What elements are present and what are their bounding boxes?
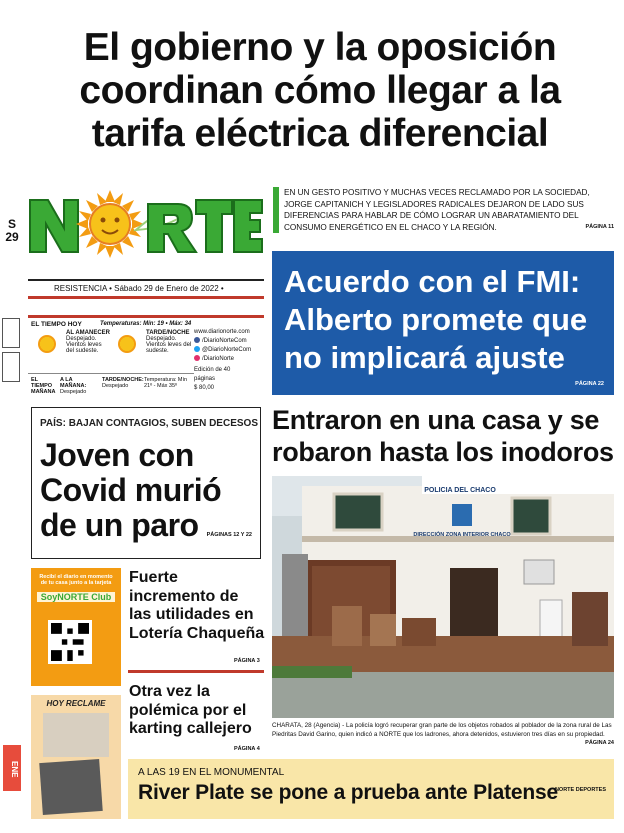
main-headline[interactable]: El gobierno y la oposición coordinan cómo llegar a la tarifa eléctrica diferencial [79, 26, 561, 155]
lead-story-page: PÁGINA 11 [585, 223, 614, 230]
weather-tomorrow-label: EL TIEMPO MAÑANA [31, 377, 56, 395]
weather-tomorrow-am-value: Despejado [60, 389, 87, 395]
lead-accent-bar [273, 187, 279, 233]
photo-caption [272, 722, 614, 748]
weather-tomorrow-pm [102, 377, 142, 389]
instagram-link[interactable] [194, 355, 266, 364]
instagram-icon [194, 355, 200, 361]
club-promo[interactable] [31, 568, 121, 686]
edition-info: Edición de 40 páginas [194, 367, 231, 382]
weather-tomorrow-am-label: A LA MAÑANA: [60, 377, 87, 389]
twitter-icon [194, 346, 200, 352]
side-strip-box [2, 318, 20, 348]
covid-story[interactable] [31, 407, 261, 559]
social-links [194, 328, 266, 393]
reclame-photo-1 [43, 713, 109, 757]
river-kicker: A LAS 19 EN EL MONUMENTAL [138, 767, 285, 778]
section-divider [128, 670, 264, 673]
sun-icon [38, 335, 56, 353]
weather-tomorrow-pm-label: TARDE/NOCHE: [102, 377, 144, 383]
photo-caption-text: CHARATA, 28 (Agencia) - La policía logró recuperar gran parte de los objetos robados al poblador de la zona rural de Las Piedritas David Garino, quien indicó a NORTE que los ladrones, ahora detenidos, estuvieron tres días en su propiedad. [272, 722, 612, 738]
facebook-link[interactable] [194, 337, 266, 346]
facebook-icon [194, 337, 200, 343]
facebook-handle: /DiarioNorteCom [202, 338, 247, 344]
twitter-handle: @DiarioNorteCom [202, 347, 252, 353]
hoy-reclame-label: HOY RECLAME [46, 699, 106, 708]
twitter-link[interactable] [194, 346, 266, 355]
weather-evening-label: TARDE/NOCHE [146, 330, 190, 336]
covid-kicker: PAÍS: BAJAN CONTAGIOS, SUBEN DECESOS [40, 418, 258, 429]
robo-page: PÁGINA 24 [585, 740, 614, 746]
fmi-page: PÁGINA 22 [575, 381, 604, 387]
photo-sign-building: DIRECCIÓN ZONA INTERIOR CHACO [413, 532, 511, 538]
lead-story[interactable] [284, 187, 614, 233]
weather-header: EL TIEMPO HOY [31, 321, 82, 328]
fmi-title: Acuerdo con el FMI: Alberto promete que no implicará ajuste [284, 264, 588, 375]
side-day-number: 29 [5, 230, 19, 244]
instagram-handle: /DiarioNorte [202, 356, 235, 362]
dateline: RESISTENCIA • Sábado 29 de Enero de 2022 • [28, 279, 264, 299]
covid-page: PÁGINAS 12 Y 22 [206, 532, 252, 538]
river-section: NORTE DEPORTES [554, 787, 606, 793]
robo-title[interactable]: Entraron en una casa y se robaron hasta los inodoros [272, 405, 614, 467]
fmi-story[interactable] [272, 251, 614, 395]
hoy-reclame-promo[interactable] [31, 695, 121, 819]
sun-icon [118, 335, 136, 353]
side-date [3, 218, 21, 244]
covid-title: Joven con Covid murió de un paro [40, 437, 222, 543]
side-strip-box-2 [2, 352, 20, 382]
web-link[interactable]: www.diarionorte.com [194, 329, 250, 335]
club-promo-brand: SoyNORTE Club [37, 592, 115, 602]
river-title: River Plate se pone a prueba ante Platense [138, 781, 558, 804]
reclame-photo-2 [39, 759, 102, 815]
edition-price: $ 80,00 [194, 385, 215, 391]
qr-code-graphic [51, 623, 89, 661]
norte-logo [28, 190, 264, 260]
weather-morning-desc: Despejado. Vientos leves del sudeste. [66, 336, 102, 354]
weather-tomorrow-temps: Temperatura: Mín 21º - Máx 35º [144, 377, 188, 389]
police-building-photo[interactable] [272, 476, 614, 718]
lead-story-text: EN UN GESTO POSITIVO Y MUCHAS VECES RECLAMADO POR LA SOCIEDAD, JORGE CAPITANICH Y LEGISLADORES RADICALES DEJARON DE LADO SUS DIFERENCIAS PARA HABLAR DE CÓMO LOGRAR UN ABARATAMIENTO DEL CONSUMO ENERGÉTICO EN EL CHACO Y LA REGIÓN. [284, 188, 590, 232]
qr-code-icon[interactable] [48, 620, 92, 664]
norte-logo-graphic [28, 190, 264, 260]
loteria-page: PÁGINA 3 [234, 658, 260, 664]
police-building-illustration [272, 476, 614, 718]
weather-top-rule [28, 315, 264, 318]
weather-morning-label: AL AMANECER [66, 330, 111, 336]
loteria-story[interactable]: Fuerte incremento de las utilidades en Lotería Chaqueña [129, 569, 265, 642]
club-promo-text: Recibí el diario en momento de tu casa junto a la tarjeta [39, 574, 113, 586]
side-strip [0, 318, 22, 388]
photo-sign-top: POLICIA DEL CHACO [424, 487, 496, 494]
karting-page: PÁGINA 4 [234, 746, 260, 752]
weather-tomorrow-am [60, 377, 100, 395]
weather-tomorrow-pm-value: Despejado [102, 383, 129, 389]
month-tab: ENE [3, 745, 21, 791]
side-day-letter: S [7, 217, 16, 231]
weather-temps: Temperaturas: Mín: 19 • Máx: 34 [100, 321, 192, 327]
weather-divider [28, 373, 194, 374]
weather-evening-desc: Despejado. Vientos leves del sudeste. [146, 336, 192, 354]
river-story[interactable] [128, 759, 614, 819]
karting-story[interactable]: Otra vez la polémica por el karting callejero [129, 683, 252, 737]
weather-evening [146, 330, 192, 354]
weather-morning [66, 330, 110, 354]
